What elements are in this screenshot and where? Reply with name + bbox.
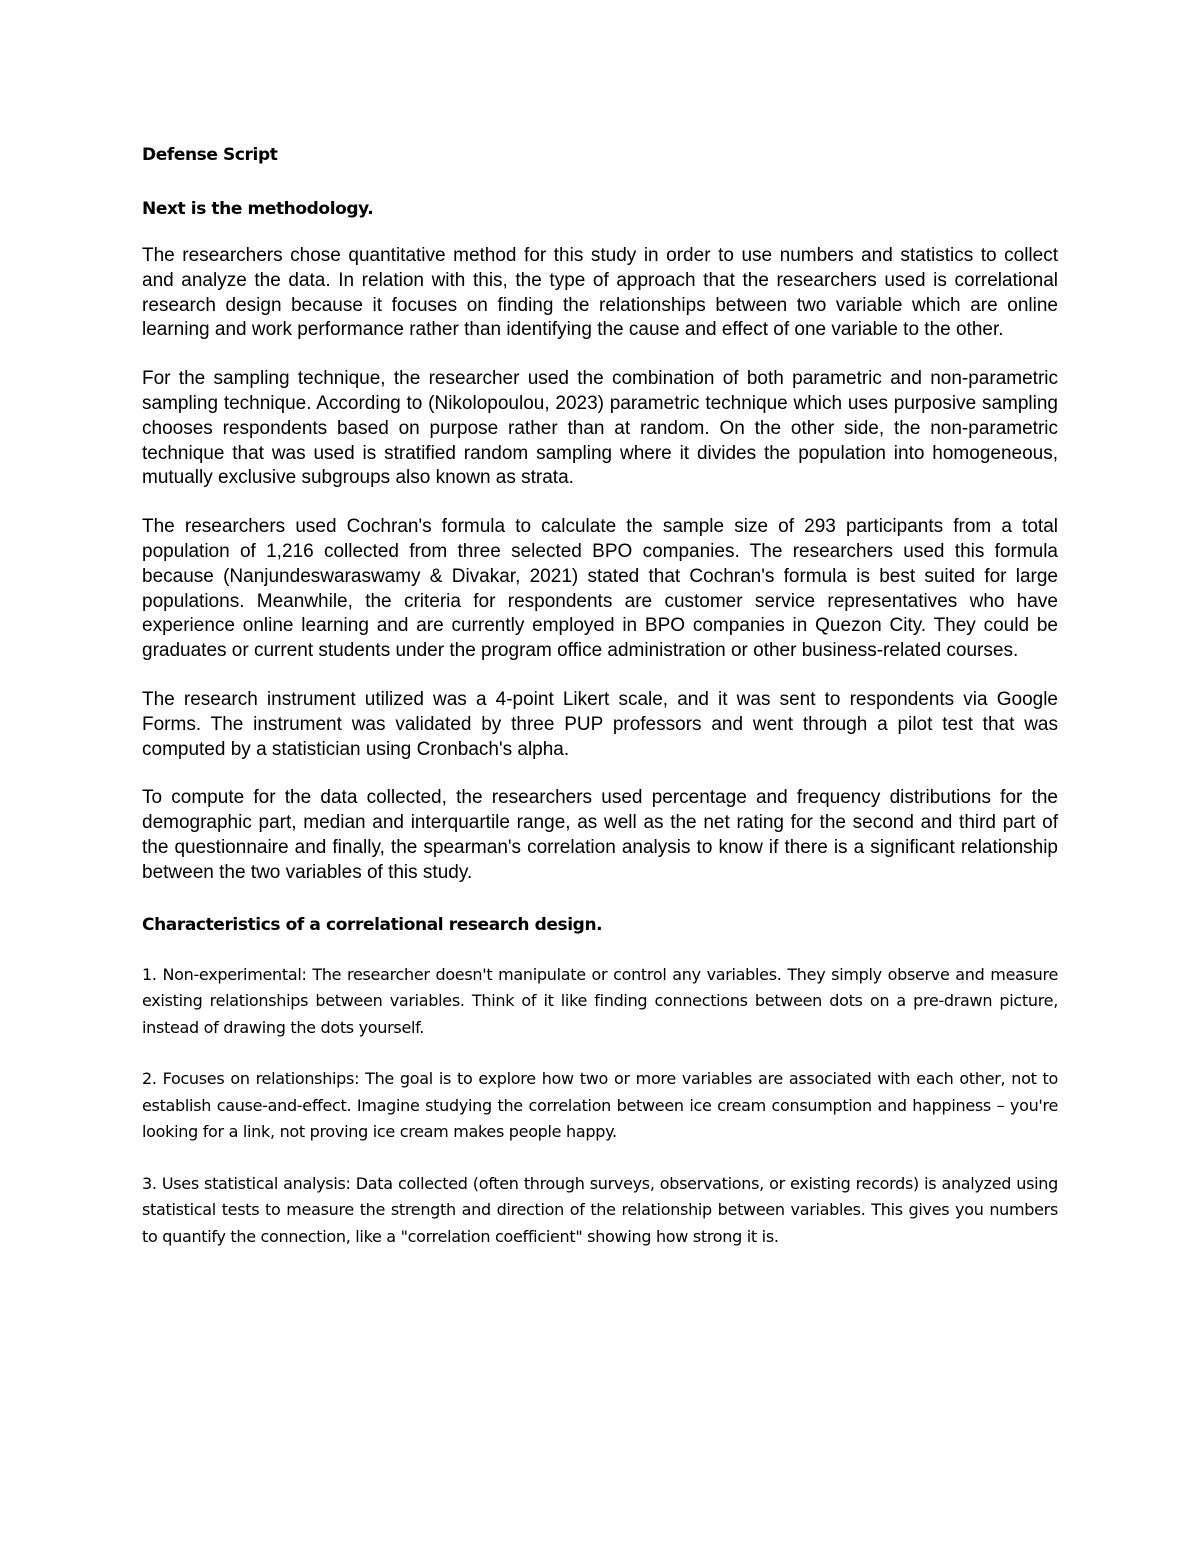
paragraph-research-instrument: The research instrument utilized was a 4-point Likert scale, and it was sent to respondents via Google Forms. The instrument was validated by three PUP professors and went through a pilot test that was computed by a statistician using Cronbach's alpha. [142, 688, 1058, 760]
paragraph-sampling-technique: For the sampling technique, the researcher used the combination of both parametric and non-parametric sampling technique. According to (Nikolopoulou, 2023) parametric technique which uses purposive sampling chooses respondents based on purpose rather than at random. On the other side, the non-parametric technique that was used is stratified random sampling where it divides the population into homogeneous, mutually exclusive subgroups also known as strata. [142, 368, 1058, 489]
characteristic-item-relationships: 2. Focuses on relationships: The goal is to explore how two or more variables are associated with each other, not to establish cause-and-effect. Imagine studying the correlation between ice cream consumption and happiness – you're looking for a link, not proving ice cream makes people happy. [142, 1069, 1058, 1142]
paragraph-sample-size: The researchers used Cochran's formula to calculate the sample size of 293 participants from a total population of 1,216 collected from three selected BPO companies. The researchers used this formula because (Nanjundeswaraswamy & Divakar, 2021) stated that Cochran's formula is best suited for large populations. Meanwhile, the criteria for respondents are customer service representatives who have experience online learning and are currently employed in BPO companies in Quezon City. They could be graduates or current students under the program office administration or other business-related courses. [142, 516, 1058, 662]
characteristic-item-non-experimental: 1. Non-experimental: The researcher doesn't manipulate or control any variables. They simply observe and measure existing relationships between variables. Think of it like finding connections between dots on a pre-drawn picture, instead of drawing the dots yourself. [142, 964, 1058, 1037]
document-title: Defense Script [142, 145, 278, 165]
paragraph-methodology: The researchers chose quantitative method for this study in order to use numbers and statistics to collect and analyze the data. In relation with this, the type of approach that the researchers used is correlational research design because it focuses on finding the relationships between two variable which are online learning and work performance rather than identifying the cause and effect of one variable to the other. [142, 245, 1058, 341]
document-page [142, 140, 1058, 1275]
characteristic-item-statistical-analysis: 3. Uses statistical analysis: Data collected (often through surveys, observations, or existing records) is analyzed using statistical tests to measure the strength and direction of the relationship between variables. This gives you numbers to quantify the connection, like a "correlation coefficient" showing how strong it is. [142, 1173, 1058, 1246]
characteristics-heading: Characteristics of a correlational research design. [142, 914, 603, 935]
paragraph-data-analysis: To compute for the data collected, the researchers used percentage and frequency distributions for the demographic part, median and interquartile range, as well as the net rating for the second and third part of the questionnaire and finally, the spearman's correlation analysis to know if there is a significant relationship between the two variables of this study. [142, 787, 1058, 883]
section-heading-methodology: Next is the methodology. [142, 199, 374, 219]
